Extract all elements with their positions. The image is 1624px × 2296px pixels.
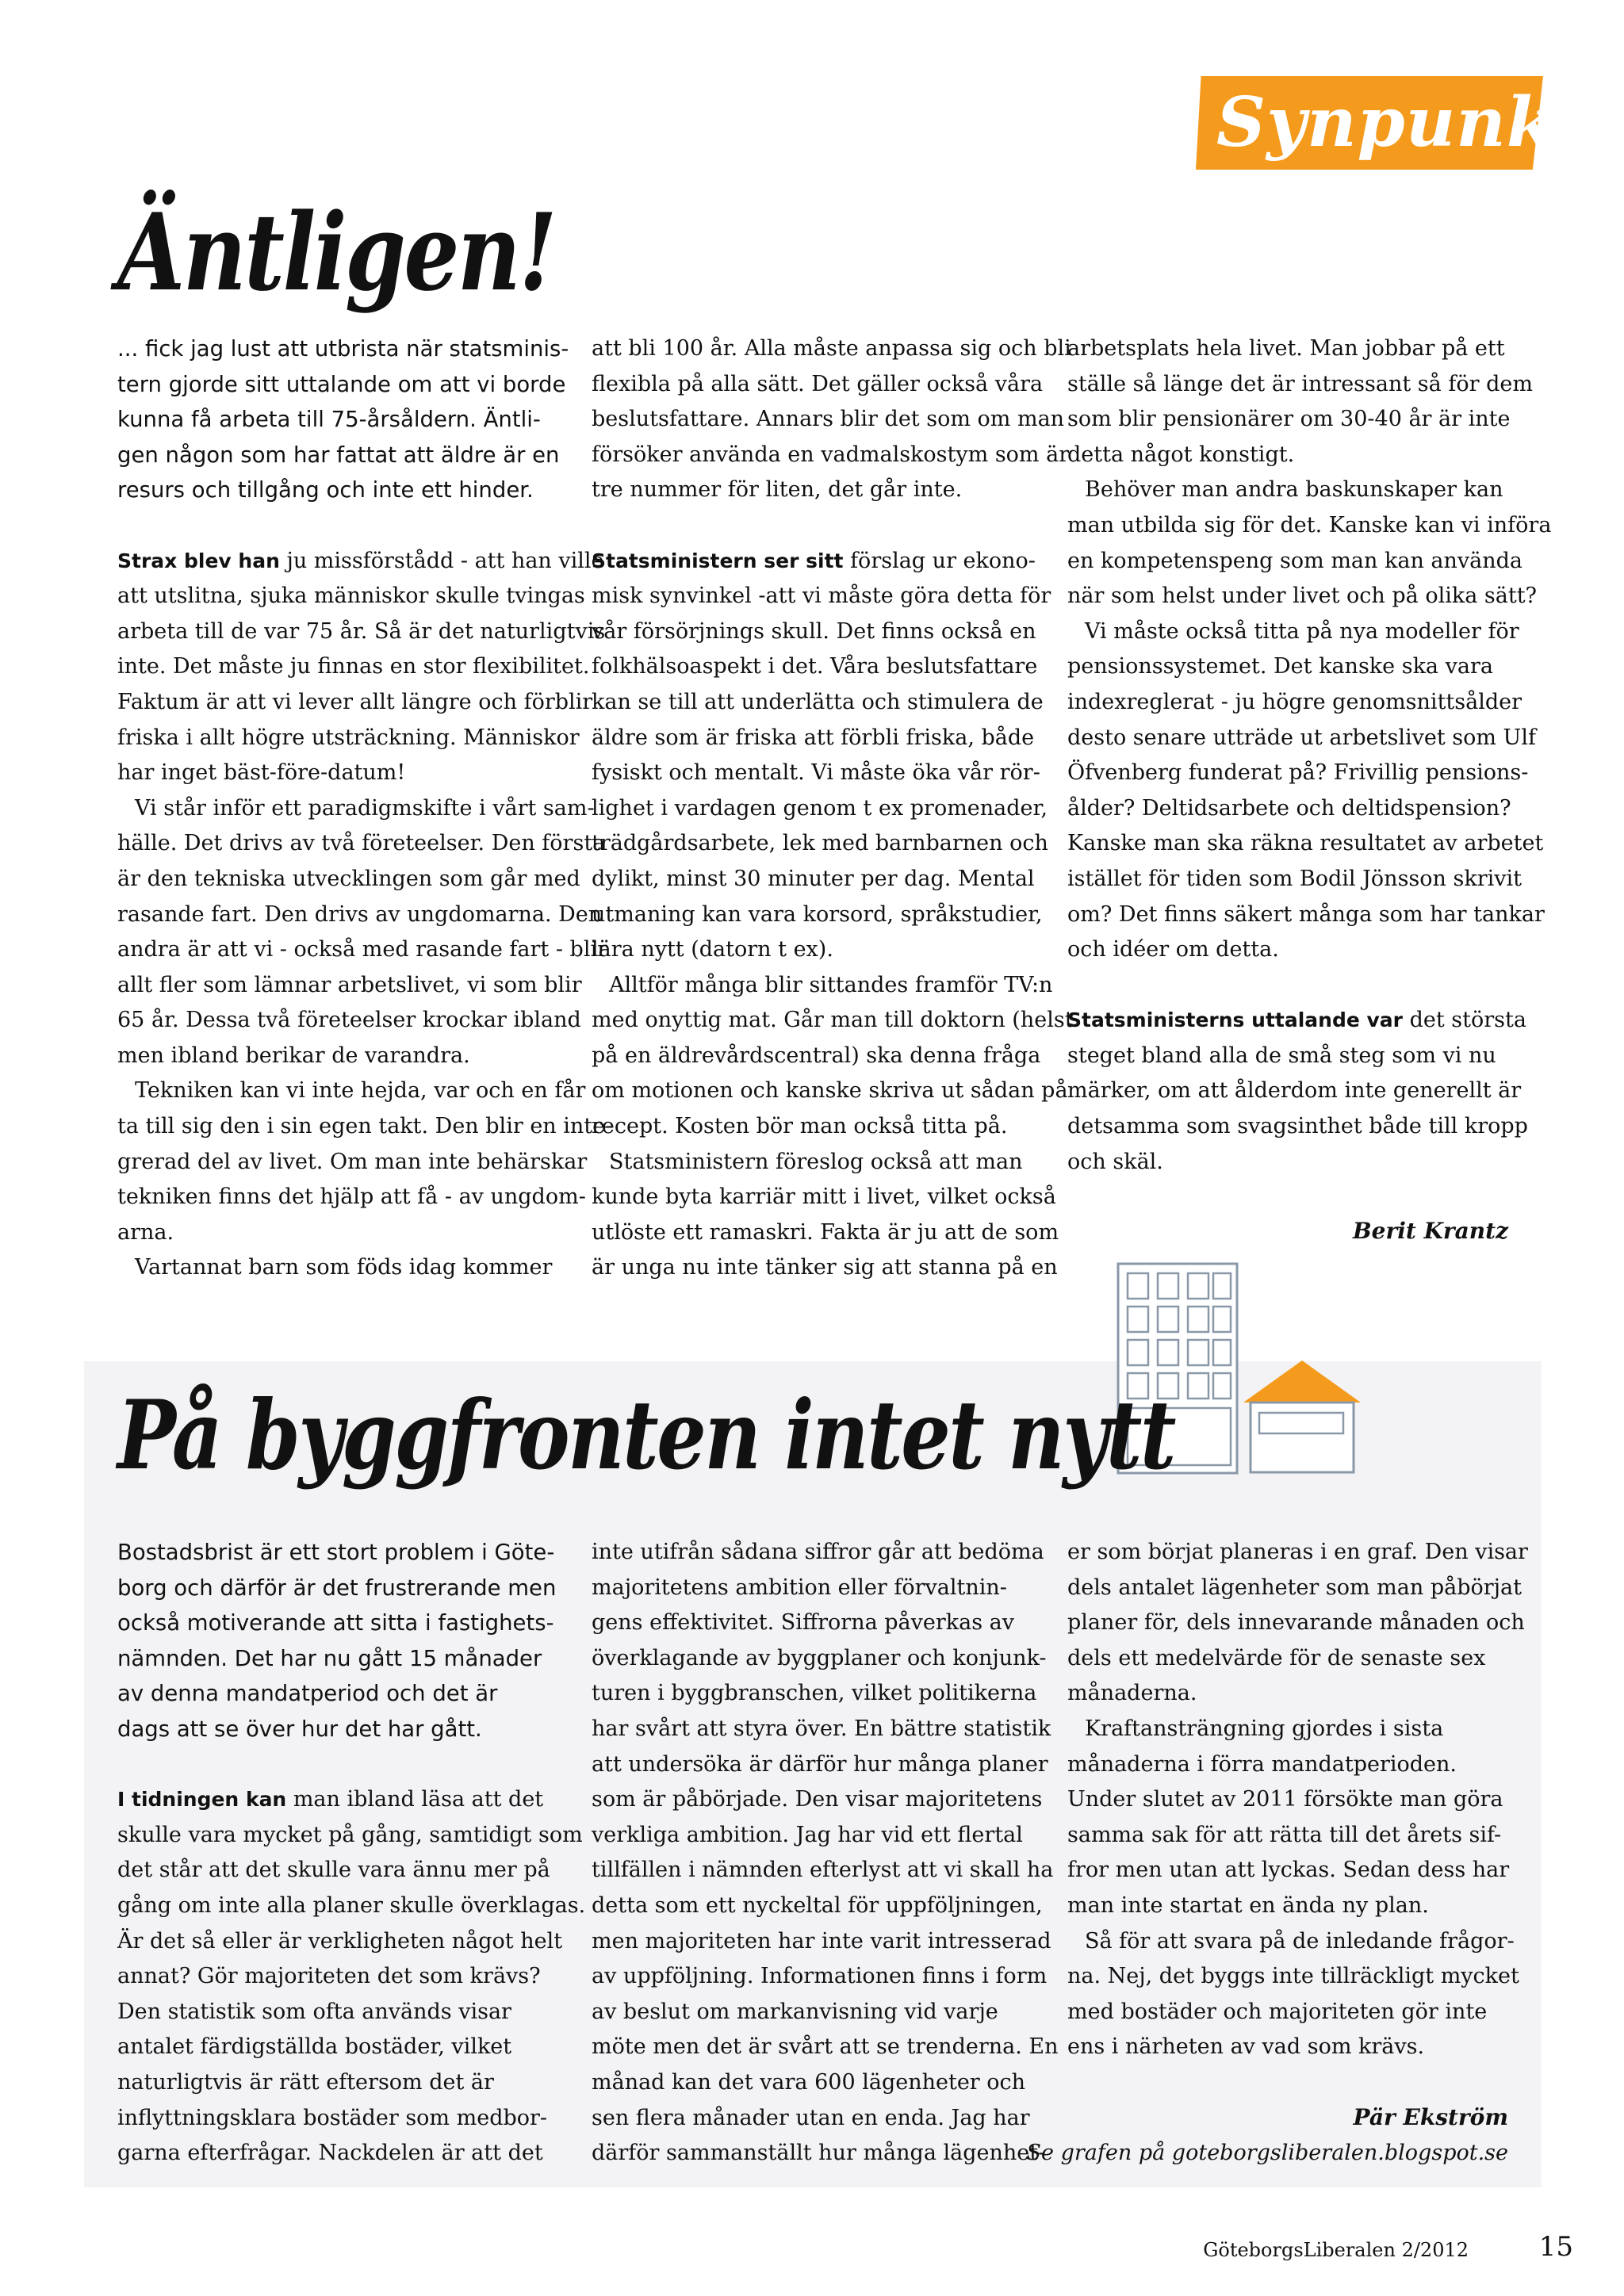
line-text: antalet färdigställda bostäder, vilket xyxy=(117,2034,512,2060)
line-text: Så för att svara på de inledande frågor- xyxy=(1085,1928,1515,1954)
line-text: arbetsplats hela livet. Man jobbar på ett xyxy=(1067,336,1505,361)
text-line xyxy=(1067,1073,1522,1109)
line-text: borg och därför är det frustrerande men xyxy=(117,1575,557,1601)
text-line xyxy=(1067,614,1519,650)
line-text: månaderna i förra mandatperioden. xyxy=(1067,1751,1457,1777)
line-text: arna. xyxy=(117,1219,174,1245)
text-line xyxy=(592,932,1036,968)
text-line xyxy=(592,1747,1048,1783)
text-line xyxy=(1067,1571,1522,1606)
line-text: med bostäder och majoriteten gör inte xyxy=(1067,1999,1488,2024)
text-line xyxy=(592,1003,1074,1039)
line-text: istället för tiden som Bodil Jönsson skrivit xyxy=(1067,866,1522,891)
text-line xyxy=(117,649,590,685)
article2-note: Se grafen på goteborgsliberalen.blogspot.se xyxy=(1026,2141,1508,2165)
text-line xyxy=(592,331,1071,367)
line-text: ens i närheten av vad som krävs. xyxy=(1067,2034,1425,2060)
article2-column-3 xyxy=(1067,1535,1528,2065)
text-line xyxy=(592,1073,1068,1109)
line-text: desto senare utträde ut arbetslivet som Ulf xyxy=(1067,725,1536,750)
line-text: kunna få arbeta till 75-årsåldern. Äntli- xyxy=(117,407,541,433)
line-text: pensionssystemet. Det kanske ska vara xyxy=(1067,654,1493,679)
text-line xyxy=(117,932,608,968)
line-text: recept. Kosten bör man också titta på. xyxy=(592,1114,1008,1139)
text-line xyxy=(592,1888,1043,1924)
text-line xyxy=(1067,367,1533,403)
line-text: Den statistik som ofta används visar xyxy=(117,1999,511,2024)
line-text: majoritetens ambition eller förvaltnin- xyxy=(592,1575,1007,1600)
line-text: nämnden. Det har nu gått 15 månader xyxy=(117,1645,542,1671)
text-line xyxy=(1067,1782,1511,1818)
text-line xyxy=(1067,1818,1511,1854)
line-text: na. Nej, det byggs inte tillräckligt mycket xyxy=(1067,1964,1519,1989)
text-line xyxy=(1067,1145,1511,1181)
line-text: 65 år. Dessa två företeelser krockar ibland xyxy=(117,1008,581,1033)
text-line xyxy=(592,367,1044,403)
text-line xyxy=(1067,1039,1511,1074)
text-line xyxy=(592,1924,1051,1960)
text-line xyxy=(1067,1747,1511,1783)
paragraph-gap xyxy=(1067,968,1511,1004)
line-text: turen i byggbranschen, vilket politikerna xyxy=(592,1681,1037,1706)
text-line xyxy=(592,649,1036,685)
line-text: Bostadsbrist är ett stort problem i Göte- xyxy=(117,1540,555,1565)
line-text: garna efterfrågar. Nackdelen är att det xyxy=(117,2141,543,2166)
line-text: Statsministern föreslog också att man xyxy=(609,1149,1023,1174)
line-text: sen flera månader utan en enda. Jag har xyxy=(592,2105,1030,2130)
text-line xyxy=(1067,862,1522,897)
line-text: hälle. Det drivs av två företeelser. Den första xyxy=(117,831,606,856)
line-text: om? Det finns säkert många som har tankar xyxy=(1067,901,1545,927)
text-line xyxy=(1067,1605,1525,1641)
line-text: också motiverande att sitta i fastighets- xyxy=(117,1610,554,1636)
text-line xyxy=(1067,579,1538,614)
line-text: försöker använda en vadmalskostym som är xyxy=(592,442,1070,467)
text-line xyxy=(117,791,595,827)
text-line xyxy=(117,579,585,614)
line-text: förslag ur ekono- xyxy=(843,548,1036,573)
line-text: äldre som är friska att förbli friska, både xyxy=(592,725,1035,750)
line-text: utlöste ett ramaskri. Fakta är ju att de som xyxy=(592,1219,1059,1245)
line-text: grerad del av livet. Om man inte behärskar xyxy=(117,1149,588,1174)
line-text: detta som ett nyckeltal för uppföljningen, xyxy=(592,1892,1043,1918)
text-line xyxy=(1067,756,1529,791)
text-line xyxy=(1067,1676,1511,1712)
text-line xyxy=(117,2136,561,2172)
line-text: en kompetenspeng som man kan använda xyxy=(1067,548,1523,573)
text-line xyxy=(117,1571,561,1606)
article1-headline: Äntligen! xyxy=(117,189,556,315)
line-text: är unga nu inte tänker sig att stanna på en xyxy=(592,1255,1058,1280)
line-text: månaderna. xyxy=(1067,1681,1197,1706)
text-line xyxy=(592,579,1051,614)
text-line xyxy=(1067,1888,1511,1924)
line-text: Kraftansträngning gjordes i sista xyxy=(1085,1716,1444,1741)
line-text: man utbilda sig för det. Kanske kan vi införa xyxy=(1067,512,1552,538)
text-line xyxy=(1067,1535,1528,1571)
footer-publication: GöteborgsLiberalen 2/2012 xyxy=(1203,2239,1469,2261)
line-text: om motionen och kanske skriva ut sådan på xyxy=(592,1078,1068,1104)
text-line xyxy=(592,1676,1036,1712)
line-text: dels ett medelvärde för de senaste sex xyxy=(1067,1645,1486,1670)
line-text: fysiskt och mentalt. Vi måste öka vår rör- xyxy=(592,760,1040,786)
paragraph-gap xyxy=(117,1747,561,1783)
line-text: folkhälsoaspekt i det. Våra beslutsfattare xyxy=(592,654,1038,679)
text-line xyxy=(592,1039,1041,1074)
line-text: lära nytt (datorn t ex). xyxy=(592,937,833,962)
page-number: 15 xyxy=(1538,2231,1573,2263)
text-line xyxy=(117,1109,613,1145)
text-line xyxy=(1067,1712,1511,1747)
line-text: märker, om att ålderdom inte generellt är xyxy=(1067,1078,1522,1104)
text-line xyxy=(117,1995,561,2030)
text-line xyxy=(592,1535,1044,1571)
line-text: friska i allt högre utsträckning. Människor xyxy=(117,725,580,750)
line-text: att undersöka är därför hur många planer xyxy=(592,1751,1048,1777)
line-text: gens effektivitet. Siffrorna påverkas av xyxy=(592,1610,1015,1636)
line-text: av beslut om markanvisning vid varje xyxy=(592,1999,998,2024)
line-text: Under slutet av 2011 försökte man göra xyxy=(1067,1787,1503,1812)
line-text: av denna mandatperiod och det är xyxy=(117,1681,498,1707)
line-text: arbeta till de var 75 år. Så är det naturligtvis xyxy=(117,618,606,644)
text-line xyxy=(592,968,1053,1004)
line-text: resurs och tillgång och inte ett hinder. xyxy=(117,477,534,503)
line-text: Öfvenberg funderat på? Frivillig pensions- xyxy=(1067,760,1529,786)
line-text: som blir pensionärer om 30-40 år är inte xyxy=(1067,407,1511,432)
text-line xyxy=(117,756,561,791)
text-line xyxy=(117,1180,586,1215)
line-text: Tekniken kan vi inte hejda, var och en får xyxy=(135,1078,586,1104)
text-line xyxy=(1067,1641,1511,1677)
text-line xyxy=(117,1003,581,1039)
text-line xyxy=(117,1782,561,1818)
article1-author: Berit Krantz xyxy=(1353,1218,1508,1244)
line-text: steget bland alla de små steg som vi nu xyxy=(1067,1043,1496,1068)
text-line xyxy=(592,2101,1036,2137)
line-text: överklagande av byggplaner och konjunk- xyxy=(592,1645,1047,1670)
text-line xyxy=(1067,721,1536,756)
text-line xyxy=(592,544,1036,580)
text-line xyxy=(117,685,593,721)
text-line xyxy=(117,614,606,650)
text-line xyxy=(117,1712,561,1747)
line-text: andra är att vi - också med rasande fart - blir xyxy=(117,937,608,962)
line-text: Behöver man andra baskunskaper kan xyxy=(1085,477,1503,503)
line-text: fror men utan att lyckas. Sedan dess har xyxy=(1067,1858,1510,1883)
text-line xyxy=(592,721,1036,756)
line-text: därför sammanställt hur många lägenhet- xyxy=(592,2141,1046,2166)
text-line xyxy=(592,614,1036,650)
line-text: det står att det skulle vara ännu mer på xyxy=(117,1858,550,1883)
line-text: utmaning kan vara korsord, språkstudier, xyxy=(592,901,1043,927)
text-line xyxy=(592,1215,1059,1251)
text-line xyxy=(117,1818,583,1854)
line-text: naturligtvis är rätt eftersom det är xyxy=(117,2069,494,2095)
line-text: annat? Gör majoriteten det som krävs? xyxy=(117,1964,541,1989)
line-text: det största xyxy=(1403,1008,1526,1033)
line-text: inte. Det måste ju finnas en stor flexibilitet. xyxy=(117,654,590,679)
text-line xyxy=(592,473,1036,508)
text-line xyxy=(1067,473,1511,508)
line-text: planer för, dels innevarande månaden och xyxy=(1067,1610,1525,1636)
line-text: dags att se över hur det har gått. xyxy=(117,1716,482,1742)
text-line xyxy=(592,1180,1056,1215)
text-line xyxy=(592,685,1044,721)
text-line xyxy=(592,2065,1036,2101)
text-line xyxy=(1067,1959,1519,1995)
text-line xyxy=(592,2030,1059,2065)
line-text: rasande fart. Den drivs av ungdomarna. Den xyxy=(117,901,603,927)
line-text: kunde byta karriär mitt i livet, vilket också xyxy=(592,1184,1056,1210)
text-line xyxy=(117,2030,561,2065)
line-text: ställe så länge det är intressant så för dem xyxy=(1067,371,1533,396)
text-line xyxy=(1067,1003,1526,1039)
text-line xyxy=(117,1641,561,1677)
line-text: skulle vara mycket på gång, samtidigt som xyxy=(117,1822,583,1847)
text-line xyxy=(592,1641,1047,1677)
text-line xyxy=(117,1924,561,1960)
line-text: Vi står inför ett paradigmskifte i vårt sam- xyxy=(135,795,595,821)
text-line xyxy=(117,367,566,403)
text-line xyxy=(117,1039,561,1074)
line-text: tillfällen i nämnden efterlyst att vi skall ha xyxy=(592,1858,1054,1883)
line-text: tre nummer för liten, det går inte. xyxy=(592,477,963,503)
lead-in: I tidningen kan xyxy=(117,1788,287,1812)
text-line xyxy=(117,402,561,438)
text-line xyxy=(117,862,580,897)
text-line xyxy=(117,544,604,580)
line-text: som är påbörjade. Den visar majoritetens xyxy=(592,1787,1043,1812)
article2-column-1 xyxy=(117,1535,586,2172)
line-text: tekniken finns det hjälp att få - av ungdom- xyxy=(117,1184,586,1210)
text-line xyxy=(592,1109,1036,1145)
text-line xyxy=(117,968,582,1004)
line-text: detsamma som svagsinthet både till kropp xyxy=(1067,1114,1528,1139)
text-line xyxy=(117,1888,586,1924)
line-text: gen någon som har fattat att äldre är en xyxy=(117,442,560,468)
line-text: Vartannat barn som föds idag kommer xyxy=(135,1255,553,1280)
line-text: dels antalet lägenheter som man påbörjat xyxy=(1067,1575,1522,1600)
paragraph-gap xyxy=(117,508,561,544)
line-text: kan se till att underlätta och stimulera de xyxy=(592,689,1044,714)
text-line xyxy=(592,1712,1051,1747)
text-line xyxy=(1067,649,1511,685)
text-line xyxy=(117,721,580,756)
text-line xyxy=(1067,508,1552,544)
text-line xyxy=(592,756,1040,791)
text-line xyxy=(1067,544,1523,580)
text-line xyxy=(592,1959,1048,1995)
text-line xyxy=(117,1145,588,1181)
text-line xyxy=(117,438,561,473)
text-line xyxy=(592,791,1048,827)
text-line xyxy=(1067,826,1544,862)
line-text: inte utifrån sådana siffror går att bedöma xyxy=(592,1540,1044,1564)
text-line xyxy=(1067,932,1511,968)
text-line xyxy=(592,1605,1036,1641)
line-text: gång om inte alla planer skulle överklagas. xyxy=(117,1892,586,1918)
line-text: ålder? Deltidsarbete och deltidspension? xyxy=(1067,795,1511,821)
text-line xyxy=(117,1853,561,1888)
text-line xyxy=(1067,402,1511,438)
line-text: Är det så eller är verkligheten något helt xyxy=(117,1928,563,1954)
text-line xyxy=(592,438,1070,473)
text-line xyxy=(592,897,1043,933)
line-text: man inte startat en ända ny plan. xyxy=(1067,1892,1429,1918)
article2-author: Pär Ekström xyxy=(1353,2104,1508,2130)
line-text: att utslitna, sjuka människor skulle tvingas xyxy=(117,584,585,609)
article1-column-3 xyxy=(1067,331,1552,1180)
line-text: detta något konstigt. xyxy=(1067,442,1295,467)
line-text: beslutsfattare. Annars blir det som om man xyxy=(592,407,1065,432)
text-line xyxy=(592,826,1048,862)
text-line xyxy=(117,2065,561,2101)
line-text: när som helst under livet och på olika sätt? xyxy=(1067,584,1538,609)
text-line xyxy=(117,1676,561,1712)
line-text: samma sak för att rätta till det årets sif- xyxy=(1067,1822,1502,1847)
line-text: man ibland läsa att det xyxy=(286,1787,544,1812)
text-line xyxy=(1067,1853,1511,1888)
line-text: dylikt, minst 30 minuter per dag. Mental xyxy=(592,866,1035,891)
line-text: och idéer om detta. xyxy=(1067,937,1279,962)
text-line xyxy=(592,1782,1043,1818)
text-line xyxy=(592,862,1036,897)
text-line xyxy=(1067,331,1511,367)
text-line xyxy=(592,1571,1036,1606)
section-tag: Synpunkt xyxy=(1216,82,1588,163)
line-text: på en äldrevårdscentral) ska denna fråga xyxy=(592,1043,1041,1068)
text-line xyxy=(117,1605,561,1641)
line-text: Alltför många blir sittandes framför TV:n xyxy=(609,972,1053,997)
line-text: tern gjorde sitt uttalande om att vi borde xyxy=(117,371,566,397)
line-text: har svårt att styra över. En bättre statistik xyxy=(592,1716,1051,1741)
text-line xyxy=(1067,1995,1511,2030)
line-text: verkliga ambition. Jag har vid ett flertal xyxy=(592,1822,1023,1847)
line-text: är den tekniska utvecklingen som går med xyxy=(117,866,580,891)
house-roof xyxy=(1243,1360,1361,1402)
line-text: men majoriteten har inte varit intresserad xyxy=(592,1928,1051,1954)
text-line xyxy=(1067,1924,1515,1960)
line-text: av uppföljning. Informationen finns i form xyxy=(592,1964,1048,1989)
text-line xyxy=(592,402,1065,438)
text-line xyxy=(592,1145,1036,1181)
line-text: lighet i vardagen genom t ex promenader, xyxy=(592,795,1048,821)
text-line xyxy=(117,826,606,862)
line-text: trädgårdsarbete, lek med barnbarnen och xyxy=(592,831,1048,856)
line-text: möte men det är svårt att se trenderna. En xyxy=(592,2034,1059,2060)
line-text: flexibla på alla sätt. Det gäller också våra xyxy=(592,371,1044,396)
article1-column-1 xyxy=(117,331,613,1286)
text-line xyxy=(592,1818,1036,1854)
text-line xyxy=(1067,791,1511,827)
text-line xyxy=(592,2136,1046,2172)
article1-column-2 xyxy=(592,331,1074,1286)
line-text: vår försörjnings skull. Det finns också en xyxy=(592,618,1036,644)
text-line xyxy=(592,1853,1054,1888)
line-text: misk synvinkel -att vi måste göra detta för xyxy=(592,584,1051,609)
text-line xyxy=(117,1215,561,1251)
line-text: ... fick jag lust att utbrista när statsminis- xyxy=(117,336,569,362)
text-line xyxy=(117,331,569,367)
line-text: har inget bäst-före-datum! xyxy=(117,760,406,786)
lead-in: Strax blev han xyxy=(117,549,280,572)
line-text: Vi måste också titta på nya modeller för xyxy=(1085,618,1519,644)
line-text: och skäl. xyxy=(1067,1149,1163,1174)
text-line xyxy=(1067,2030,1511,2065)
text-line xyxy=(117,1959,561,1995)
line-text: månad kan det vara 600 lägenheter och xyxy=(592,2069,1026,2095)
line-text: Kanske man ska räkna resultatet av arbetet xyxy=(1067,831,1544,856)
line-text: Faktum är att vi lever allt längre och förblir xyxy=(117,689,593,714)
text-line xyxy=(117,473,561,508)
line-text: ta till sig den i sin egen takt. Den blir en inte- xyxy=(117,1114,613,1139)
line-text: ju missförstådd - att han ville xyxy=(279,548,604,573)
text-line xyxy=(117,1250,561,1286)
line-text: att bli 100 år. Alla måste anpassa sig och bli xyxy=(592,336,1071,361)
text-line xyxy=(1067,1109,1528,1145)
line-text: men ibland berikar de varandra. xyxy=(117,1043,470,1068)
article2-column-2 xyxy=(592,1535,1059,2172)
text-line xyxy=(117,1535,561,1571)
line-text: inflyttningsklara bostäder som medbor- xyxy=(117,2105,548,2130)
text-line xyxy=(117,2101,561,2137)
line-text: allt fler som lämnar arbetslivet, vi som blir xyxy=(117,972,582,997)
article2-headline: På byggfronten intet nytt xyxy=(117,1380,1174,1491)
text-line xyxy=(592,1250,1058,1286)
text-line xyxy=(1067,438,1511,473)
lead-in: Statsministerns uttalande var xyxy=(1067,1008,1403,1032)
line-text: indexreglerat - ju högre genomsnittsålder xyxy=(1067,689,1522,714)
text-line xyxy=(592,1995,1036,2030)
text-line xyxy=(1067,685,1522,721)
text-line xyxy=(117,1073,586,1109)
line-text: med onyttig mat. Går man till doktorn (helst xyxy=(592,1008,1074,1033)
house-window xyxy=(1259,1413,1343,1433)
lead-in: Statsministern ser sitt xyxy=(592,549,844,572)
line-text: er som börjat planeras i en graf. Den visar xyxy=(1067,1540,1528,1564)
text-line xyxy=(117,897,603,933)
text-line xyxy=(1067,897,1545,933)
paragraph-gap xyxy=(592,508,1036,544)
